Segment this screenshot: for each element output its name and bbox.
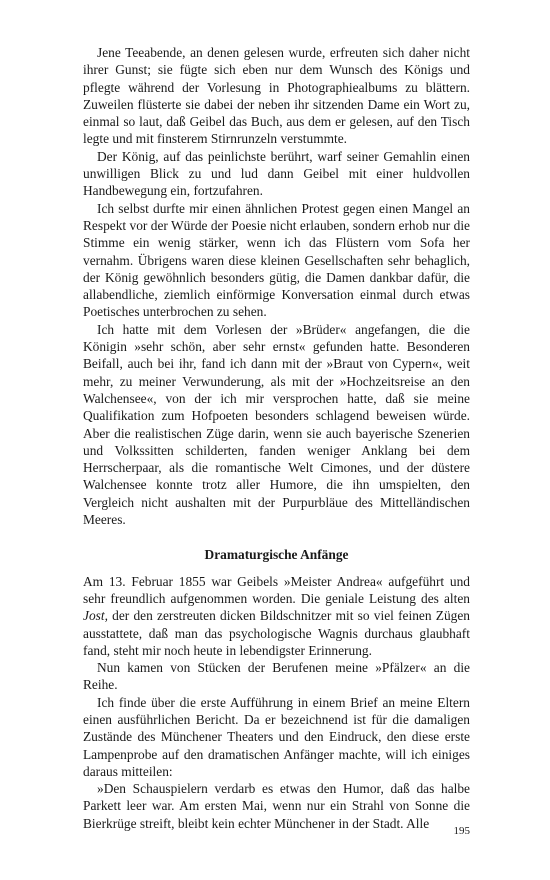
paragraph-text: der den zerstreuten dicken Bildschnitzer mit so viel feinen Zügen ausstattete, daß man das psychologische Wagnis durchaus glaubhaft fand, steht mir noch heute in lebendigster Erinnerung. (83, 608, 470, 658)
paragraph: Ich finde über die erste Aufführung in einem Brief an meine Eltern einen ausführlichen Bericht. Da er bezeichnend ist für die damaligen Zustände des Münchener Theaters und den Eindruck, den diese erste Lampenprobe auf den dramatischen Anfänger machte, will ich einiges daraus mitteilen: (83, 694, 470, 779)
section-heading: Dramaturgische Anfänge (204, 547, 349, 563)
section-first-paragraph (83, 573, 470, 659)
italic-name: Jost, (83, 608, 108, 624)
paragraph: Ich hatte mit dem Vorlesen der »Brüder« angefangen, die die Königin »sehr schön, aber sehr ernst« gefunden hatte. Besonderen Beifall, auch bei ihr, fand ich dann mit der »Braut von Cypern«, weit mehr, zu meiner Verwunderung, als mit der »Hochzeitsreise an den Walchensee«, von der ich mir versprochen hatte, daß sie meine Qualifikation zum Hofpoeten besonders schlagend beweisen würde. Aber die realistischen Züge darin, wenn sie auch bayerische Szenerien und Volkssitten schilderten, fanden weniger Anklang bei dem Herrscherpaar, als die romantische Welt Cimones, und der düstere Walchensee konnte trotz aller Humore, die ihn umspielten, den Vergleich nicht aushalten mit der Purpurbläue des Mittelländischen Meeres. (83, 321, 470, 528)
text-block (83, 44, 470, 832)
paragraph-text: Am 13. Februar 1855 war Geibels »Meister Andrea« aufgeführt und sehr freundlich aufgenommen worden. Die geniale Leistung des alten (83, 573, 470, 606)
paragraph: Nun kamen von Stücken der Berufenen meine »Pfälzer« an die Reihe. (83, 660, 470, 693)
paragraph: Der König, auf das peinlichste berührt, warf seiner Gemahlin einen unwilligen Blick zu und lud dann Geibel mit einer huldvollen Handbewegung ein, fortzufahren. (83, 148, 470, 199)
paragraph: Jene Teeabende, an denen gelesen wurde, erfreuten sich daher nicht ihrer Gunst; sie fügte sich eben nur dem Wunsch des Königs und pflegte während der Vorlesung in Photographiealbums zu blättern. Zuweilen flüsterte sie dabei der neben ihr sitzenden Dame ein Wort zu, einmal so laut, daß Geibel das Buch, aus dem er gelesen, auf den Tisch legte und mit finsterem Stirnrunzeln verstummte. (83, 45, 470, 147)
page-number: 195 (453, 825, 470, 837)
paragraph: »Den Schauspielern verdarb es etwas den Humor, daß das halbe Parkett leer war. Am ersten Mai, wenn nur ein Strahl von Sonne die Bierkrüge streift, bleibt kein echter Münchener in der Stadt. Alle (83, 781, 470, 831)
paragraph: Ich selbst durfte mir einen ähnlichen Protest gegen einen Mangel an Respekt vor der Würde der Poesie nicht erlauben, sondern erhob nur die Stimme ein wenig stärker, wenn ich das Flüstern vom Sofa her vernahm. Übrigens waren diese kleinen Gesellschaften sehr behaglich, der König gewöhnlich besonders gütig, die Damen dankbar dafür, die allabendliche, ziemlich einförmige Konversation einmal durch etwas Poetisches unterbrochen zu sehen. (83, 200, 470, 320)
